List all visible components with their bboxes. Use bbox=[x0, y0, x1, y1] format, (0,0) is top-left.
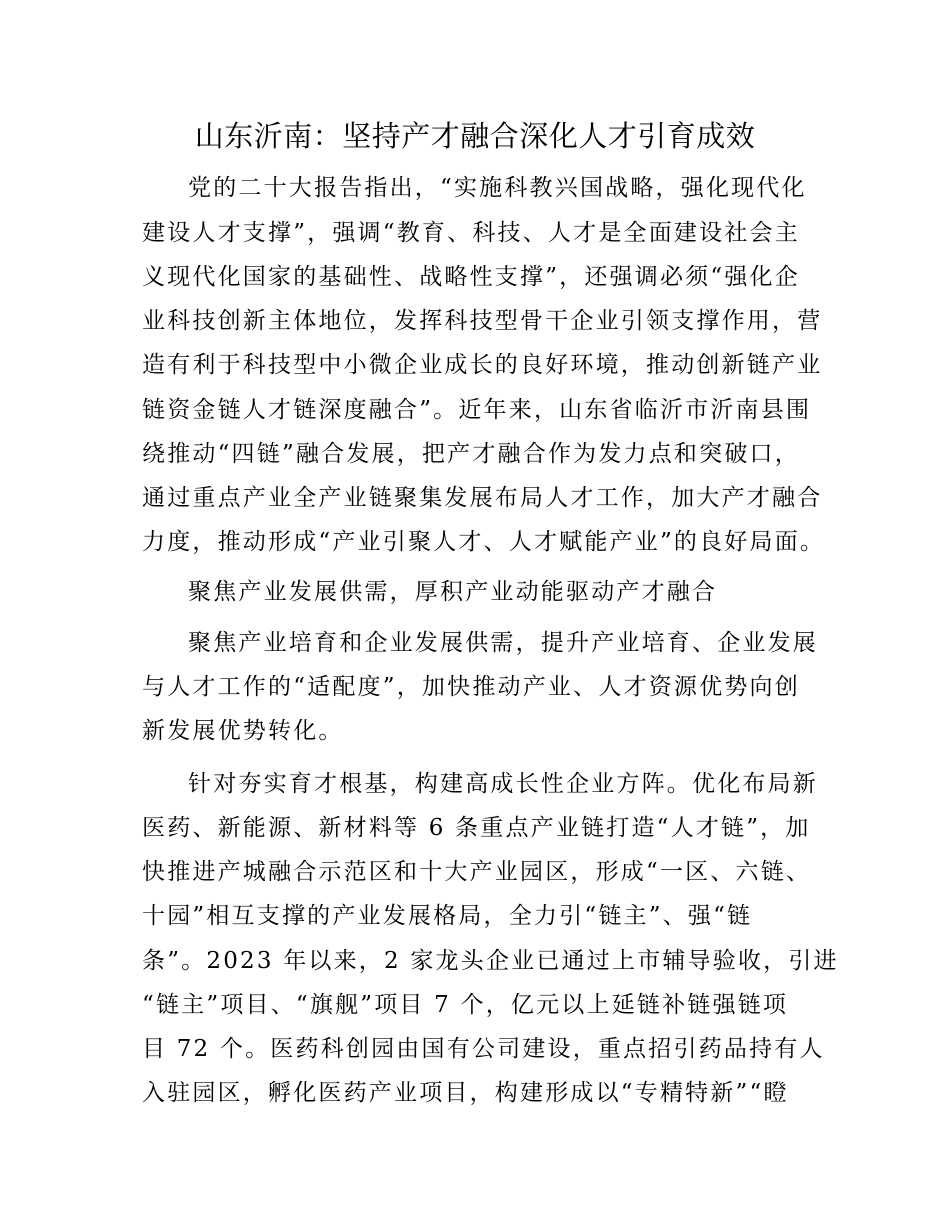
paragraph-line: 造有利于科技型中小微企业成长的良好环境，推动创新链产业 bbox=[142, 352, 823, 378]
paragraph-line: 入驻园区，孵化医药产业项目，构建形成以“专精特新”“瞪 bbox=[142, 1080, 789, 1106]
paragraph-line: 新发展优势转化。 bbox=[142, 718, 344, 744]
paragraph-line: 十园”相互支撑的产业发展格局，全力引“链主”、强“链 bbox=[142, 903, 753, 929]
paragraph-line: 医药、新能源、新材料等 6 条重点产业链打造“人才链”，加 bbox=[142, 815, 811, 841]
paragraph-line: 义现代化国家的基础性、战略性支撑”，还强调必须“强化企 bbox=[142, 264, 800, 290]
paragraph-line: 绕推动“四链”融合发展，把产才融合作为发力点和突破口， bbox=[142, 441, 800, 467]
section-heading: 聚焦产业发展供需，厚积产业动能驱动产才融合 bbox=[188, 579, 718, 605]
paragraph-line: 力度，推动形成“产业引聚人才、人才赋能产业”的良好局面。 bbox=[142, 529, 826, 555]
paragraph-line: 党的二十大报告指出，“实施科教兴国战略，强化现代化 bbox=[188, 175, 807, 201]
paragraph-line: 与人才工作的“适配度”，加快推动产业、人才资源优势向创 bbox=[142, 674, 800, 700]
paragraph-line: 通过重点产业全产业链聚集发展布局人才工作，加大产才融合 bbox=[142, 485, 823, 511]
paragraph-line: 目 72 个。医药科创园由国有公司建设，重点招引药品持有人 bbox=[142, 1036, 825, 1062]
paragraph-line: 针对夯实育才根基，构建高成长性企业方阵。优化布局新 bbox=[188, 771, 818, 797]
paragraph-line: 聚焦产业培育和企业发展供需，提升产业培育、企业发展 bbox=[188, 630, 818, 656]
document-title: 山东沂南：坚持产才融合深化人才引育成效 bbox=[194, 119, 756, 153]
paragraph-line: 快推进产城融合示范区和十大产业园区，形成“一区、六链、 bbox=[142, 859, 812, 885]
paragraph-line: 条”。2023 年以来，2 家龙头企业已通过上市辅导验收，引进 bbox=[142, 948, 839, 974]
paragraph-line: 链资金链人才链深度融合”。近年来，山东省临沂市沂南县围 bbox=[142, 397, 812, 423]
paragraph-line: “链主”项目、“旗舰”项目 7 个，亿元以上延链补链强链项 bbox=[142, 992, 789, 1018]
paragraph-line: 业科技创新主体地位，发挥科技型骨干企业引领支撑作用，营 bbox=[142, 308, 823, 334]
paragraph-line: 建设人才支撑”，强调“教育、科技、人才是全面建设社会主 bbox=[142, 220, 800, 246]
